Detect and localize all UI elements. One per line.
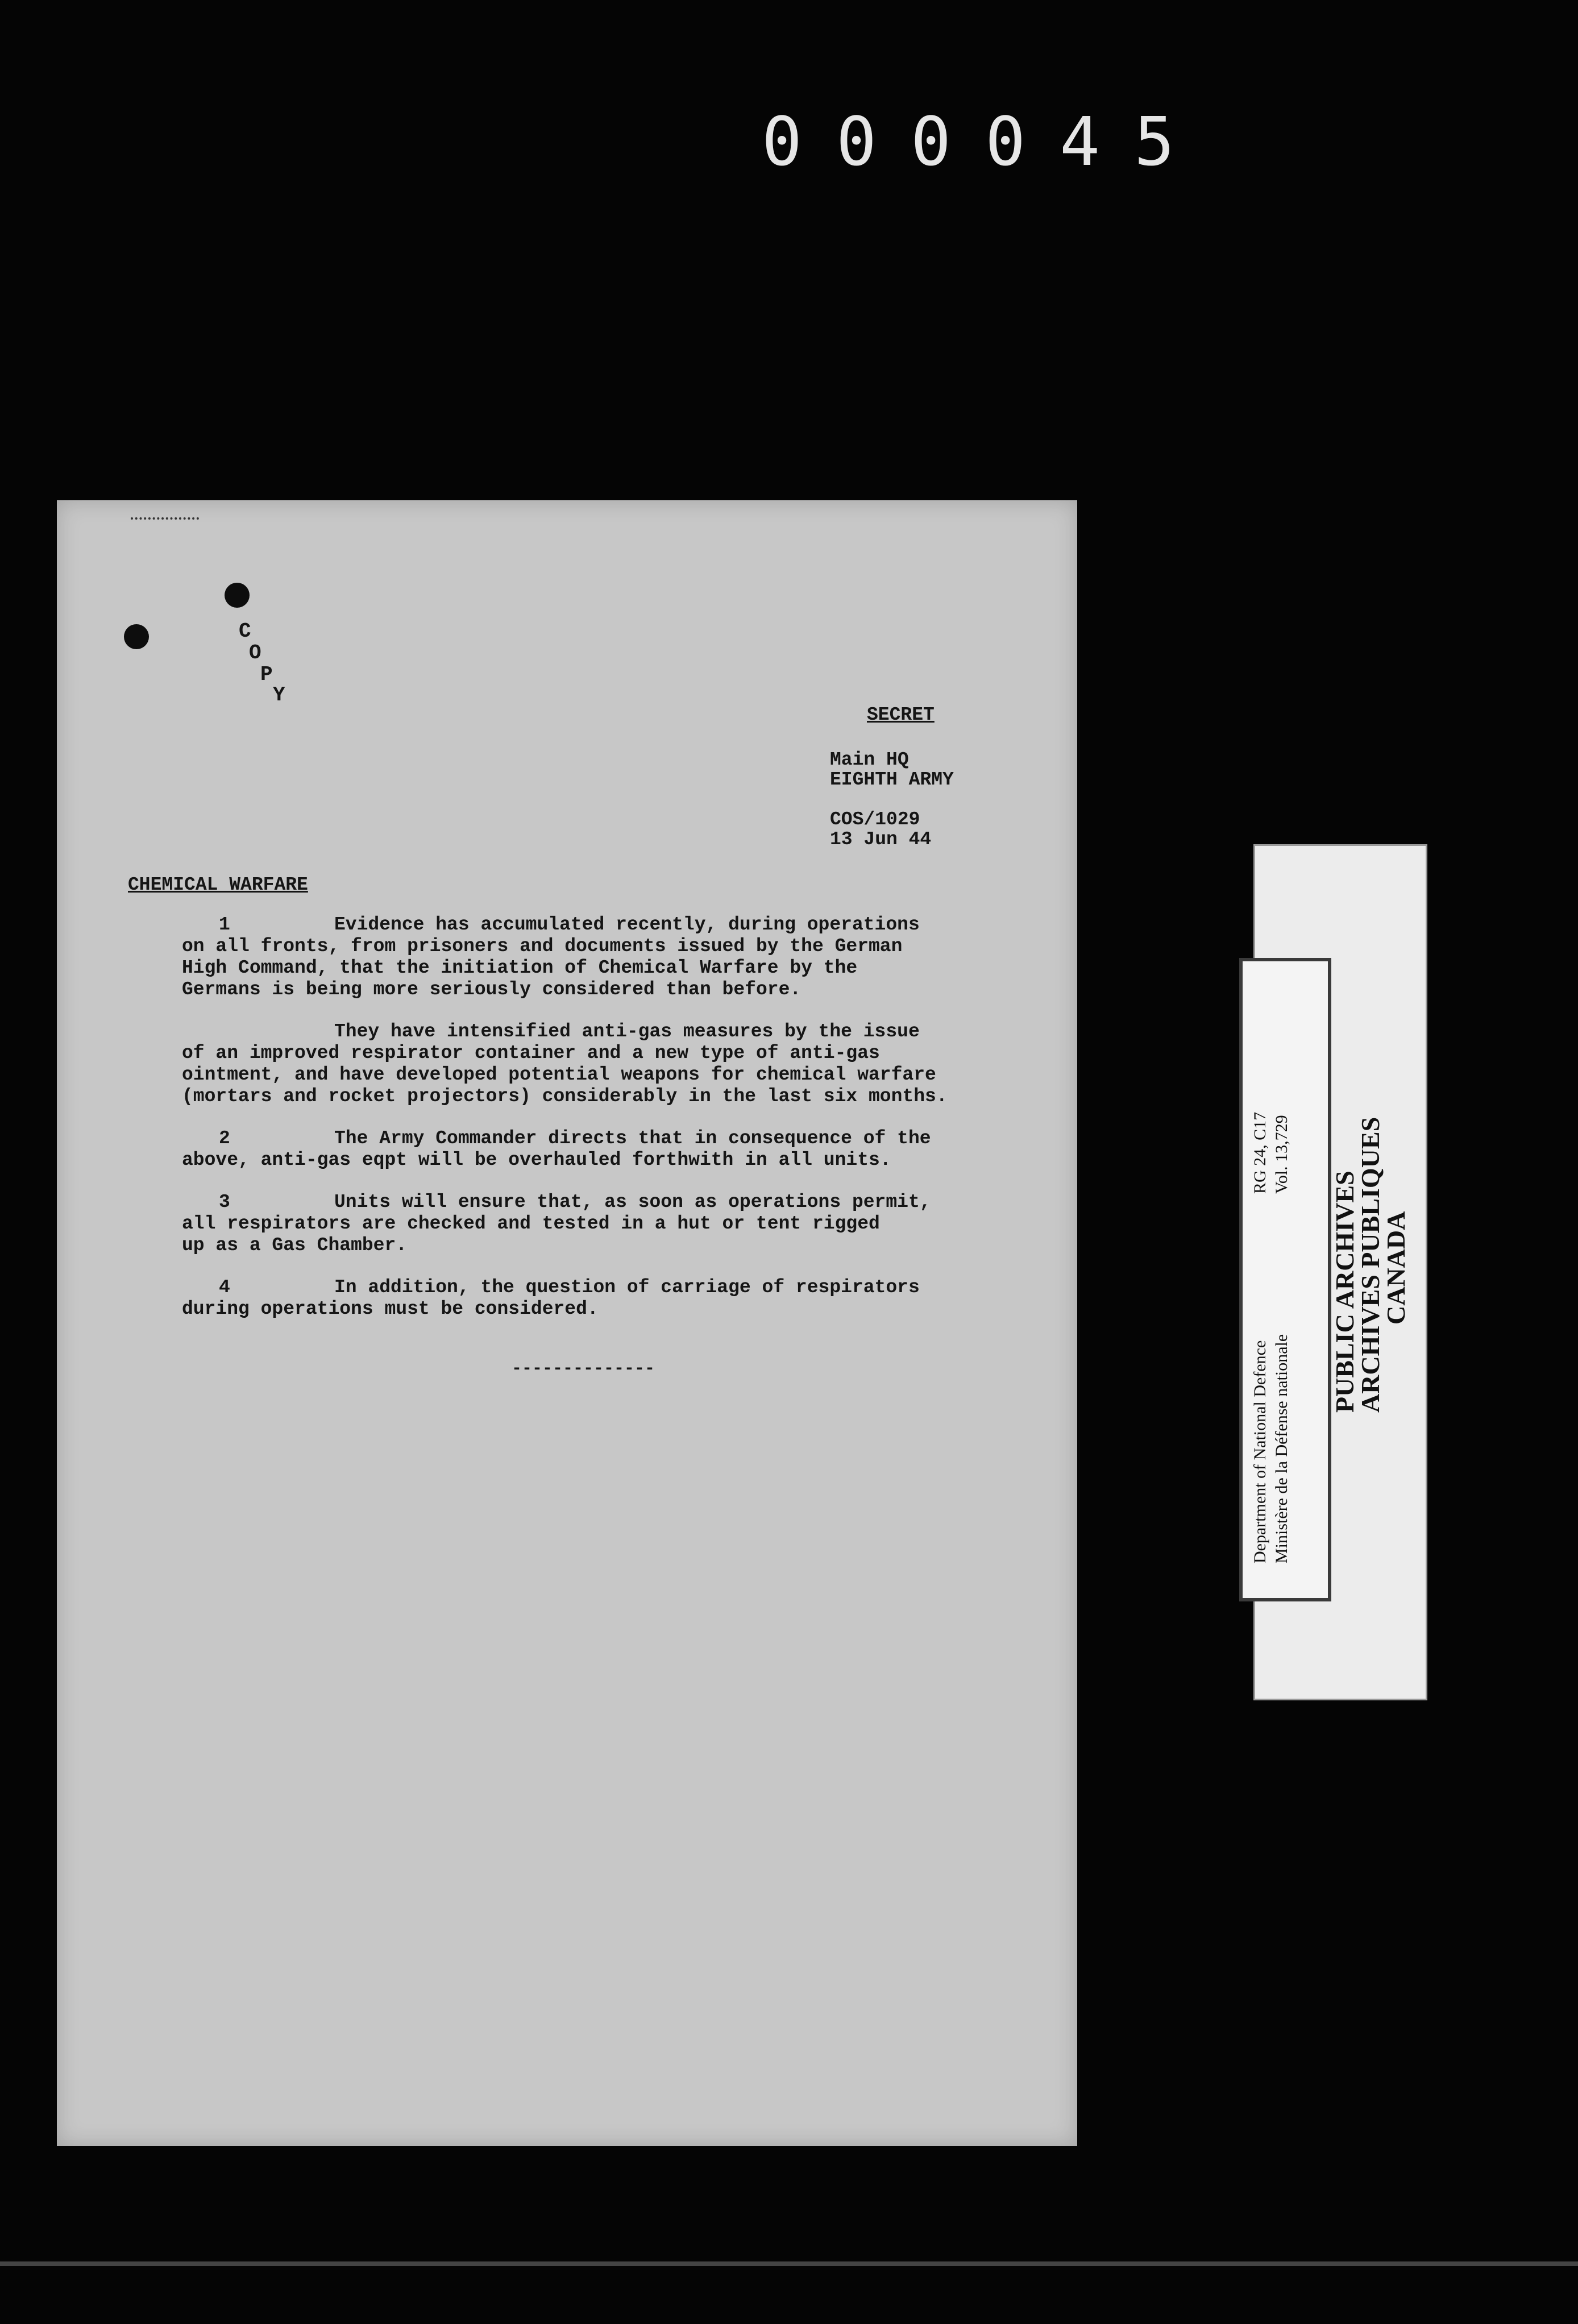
archives-name-fr: ARCHIVES PUBLIQUES	[1356, 1117, 1385, 1413]
paragraph-line: on all fronts, from prisoners and documents issued by the German	[182, 936, 903, 957]
paragraph-number: 4	[219, 1277, 230, 1298]
paragraph-line: Germans is being more seriously considered than before.	[182, 979, 802, 1000]
reference-number: COS/1029	[830, 809, 920, 830]
copy-stamp-letter: C	[239, 620, 251, 643]
document-page	[57, 500, 1077, 2146]
corner-mark	[131, 517, 199, 520]
paragraph-line: above, anti-gas eqpt will be overhauled forthwith in all units.	[182, 1149, 891, 1171]
paragraph-number: 3	[219, 1192, 230, 1213]
department-name-fr: Ministère de la Défense nationale	[1272, 1334, 1291, 1563]
archives-name-en: PUBLIC ARCHIVES	[1330, 1171, 1359, 1413]
paragraph-line: ointment, and have developed potential weapons for chemical warfare	[182, 1064, 936, 1085]
hq-line-1: Main HQ	[830, 749, 909, 770]
paragraph-line: Units will ensure that, as soon as operations permit,	[334, 1192, 931, 1213]
film-frame-number: 000045	[762, 102, 1209, 181]
paragraph-line: They have intensified anti-gas measures by the issue	[334, 1021, 920, 1042]
document-title: CHEMICAL WARFARE	[128, 874, 308, 895]
department-name-en: Department of National Defence	[1251, 1340, 1269, 1563]
volume-number: Vol. 13,729	[1272, 1115, 1291, 1194]
archives-country: CANADA	[1381, 1211, 1410, 1325]
paragraph-line: during operations must be considered.	[182, 1298, 599, 1319]
copy-stamp-letter: O	[249, 641, 261, 665]
paragraph-line: High Command, that the initiation of Chemical Warfare by the	[182, 957, 858, 978]
paragraph-line: Evidence has accumulated recently, during operations	[334, 914, 920, 935]
record-group: RG 24, C17	[1251, 1111, 1269, 1194]
film-edge-strip	[0, 2261, 1578, 2266]
punch-hole-mark	[225, 583, 250, 608]
paragraph-line: (mortars and rocket projectors) considerably in the last six months.	[182, 1086, 948, 1107]
paragraph-line: up as a Gas Chamber.	[182, 1235, 408, 1256]
paragraph-line: In addition, the question of carriage of respirators	[334, 1277, 920, 1298]
paragraph-number: 2	[219, 1128, 230, 1149]
paragraph-number: 1	[219, 914, 230, 935]
punch-hole-mark	[124, 624, 149, 649]
end-rule: --------------	[512, 1359, 655, 1379]
paragraph-line: all respirators are checked and tested in a hut or tent rigged	[182, 1213, 880, 1234]
paragraph-line: of an improved respirator container and a new type of anti-gas	[182, 1043, 880, 1064]
paragraph-line: The Army Commander directs that in consequence of the	[334, 1128, 931, 1149]
classification-marking: SECRET	[867, 704, 935, 725]
hq-line-2: EIGHTH ARMY	[830, 769, 954, 790]
document-date: 13 Jun 44	[830, 829, 932, 850]
copy-stamp-letter: Y	[273, 683, 285, 707]
copy-stamp-letter: P	[260, 663, 273, 686]
